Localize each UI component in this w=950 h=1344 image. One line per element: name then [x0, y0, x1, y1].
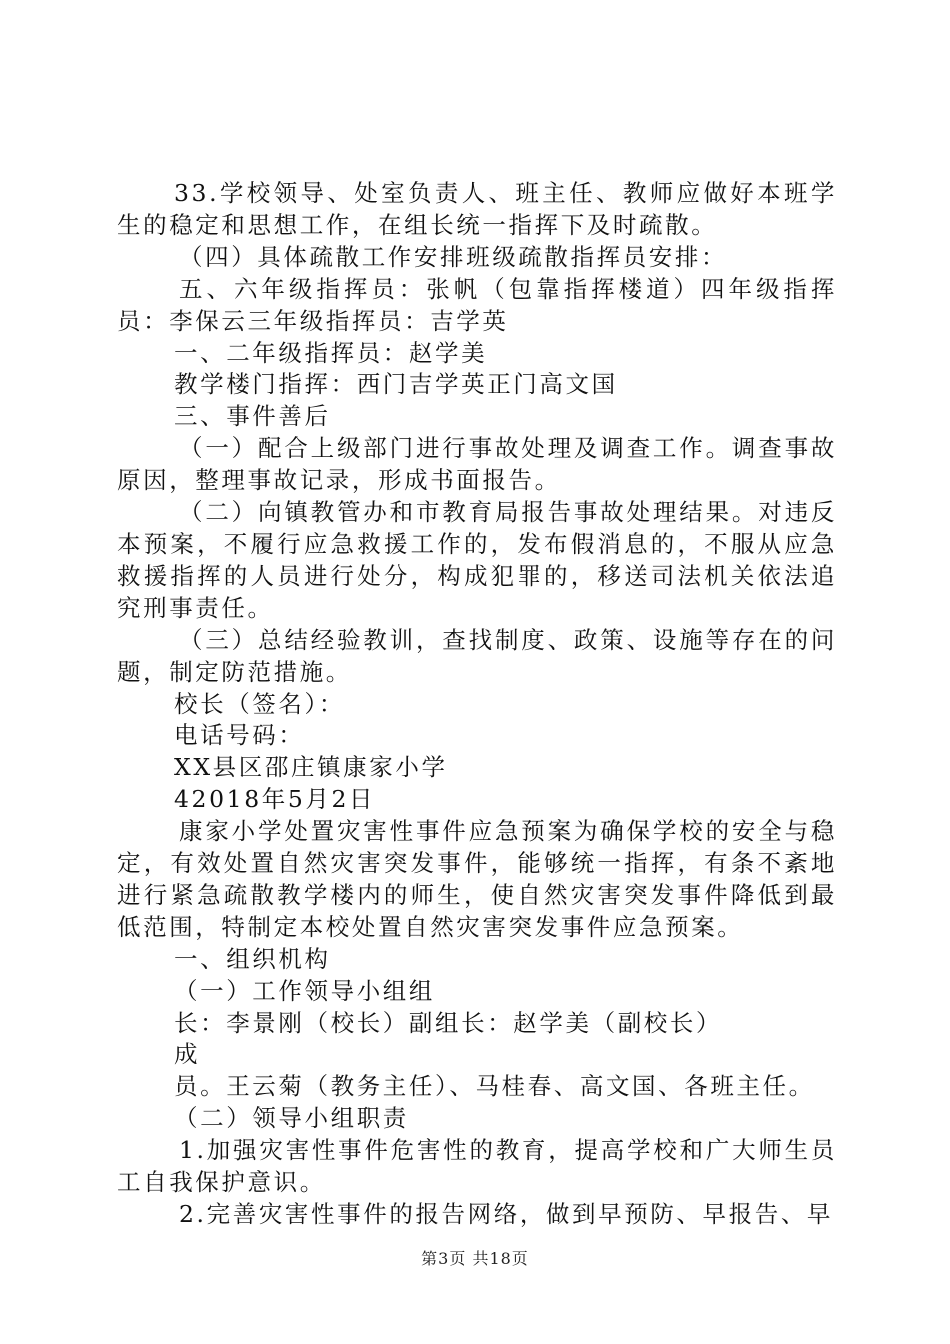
paragraph: 教学楼门指挥：西门吉学英正门高文国 — [174, 370, 618, 399]
paragraph: （二）向镇教管办和市教育局报告事故处理结果。对违反本预案，不履行应急救援工作的，发布假消息的，不服从应急救援指挥的人员进行处分，构成犯罪的，移送司法机关依法追究刑事责任。 — [117, 498, 837, 622]
paragraph: 校长（签名）： — [174, 689, 345, 718]
paragraph: 三、事件善后 — [174, 402, 331, 431]
paragraph: 员。王云菊（教务主任）、马桂春、高文国、各班主任。 — [174, 1072, 815, 1101]
paragraph: 一、二年级指挥员：赵学美 — [174, 338, 488, 367]
paragraph: （三）总结经验教训，查找制度、政策、设施等存在的问题，制定防范措施。 — [117, 625, 837, 686]
paragraph: 1.加强灾害性事件危害性的教育，提高学校和广大师生员工自我保护意识。 — [117, 1136, 837, 1197]
paragraph: （一）配合上级部门进行事故处理及调查工作。调查事故原因，整理事故记录，形成书面报告。 — [117, 434, 837, 495]
paragraph: （四）具体疏散工作安排班级疏散指挥员安排： — [179, 242, 728, 271]
paragraph: 33.学校领导、处室负责人、班主任、教师应做好本班学生的稳定和思想工作，在组长统一指挥下及时疏散。 — [117, 179, 837, 239]
page-footer: 第3页 共18页 — [421, 1249, 529, 1268]
paragraph: 电话号码： — [174, 721, 305, 750]
paragraph: （二）领导小组职责 — [174, 1104, 409, 1133]
paragraph: （一）工作领导小组组 — [174, 976, 435, 1005]
paragraph: 42018年5月2日 — [174, 785, 376, 814]
paragraph: 一、组织机构 — [174, 944, 331, 973]
paragraph: 康家小学处置灾害性事件应急预案为确保学校的安全与稳定，有效处置自然灾害突发事件，能够统一指挥，有条不紊地进行紧急疏散教学楼内的师生，使自然灾害突发事件降低到最低范围，特制定本校处置自然灾害突发事件应急预案。 — [117, 817, 837, 941]
document-body — [117, 178, 837, 1231]
paragraph: 长：李景刚（校长）副组长：赵学美（副校长） — [174, 1008, 723, 1037]
paragraph: 五、六年级指挥员：张帆（包靠指挥楼道）四年级指挥员：李保云三年级指挥员：吉学英 — [117, 274, 837, 335]
paragraph: 2.完善灾害性事件的报告网络，做到早预防、早报告、早 — [179, 1200, 834, 1228]
paragraph: 成 — [174, 1040, 201, 1069]
paragraph: XX县区邵庄镇康家小学 — [174, 753, 448, 782]
